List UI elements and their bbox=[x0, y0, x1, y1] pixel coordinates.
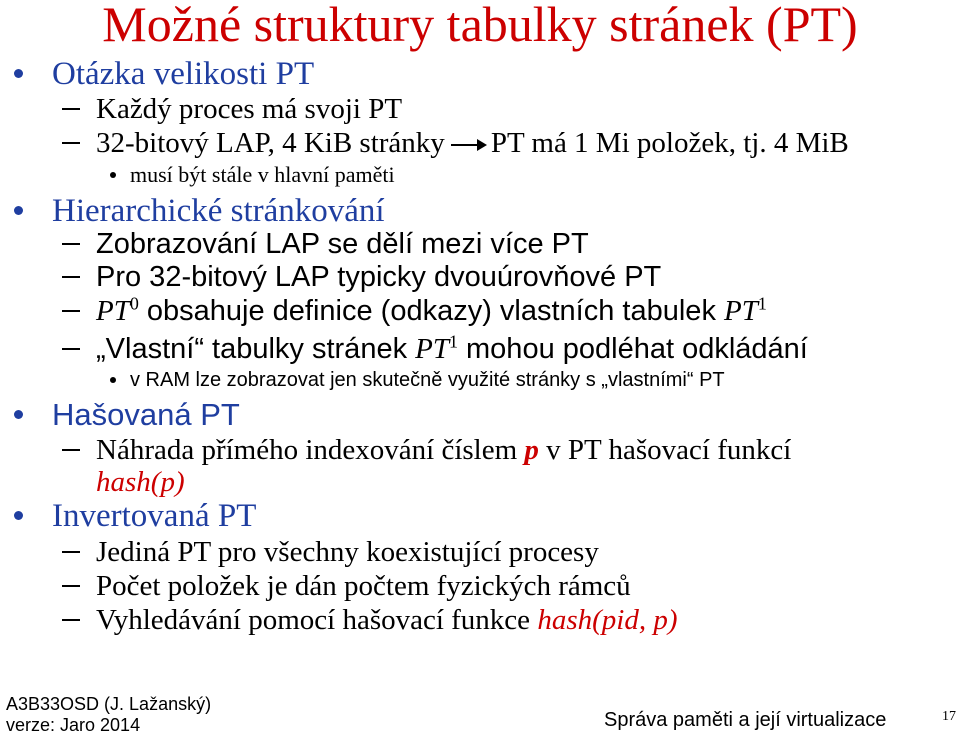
slide-title: Možné struktury tabulky stránek (PT) bbox=[102, 0, 858, 52]
right-arrow-icon bbox=[451, 144, 485, 146]
dash-icon bbox=[62, 619, 80, 621]
subitem-text: Vyhledávání pomocí hašovací funkce hash(pid, p) bbox=[96, 604, 678, 636]
section-heading: Hierarchické stránkování bbox=[52, 193, 385, 229]
footer-course bbox=[6, 694, 211, 736]
page-number: 17 bbox=[942, 709, 956, 724]
footer-topic: Správa paměti a její virtualizace bbox=[604, 709, 887, 731]
dash-icon bbox=[62, 108, 80, 110]
subsubitem-text: musí být stále v hlavní paměti bbox=[130, 162, 395, 187]
subitem-text: $PT^0$ obsahuje definice (odkazy) vlastních tabulek $PT^1$ bbox=[96, 293, 767, 327]
subitem-text: Každý proces má svoji PT bbox=[96, 93, 403, 125]
dash-icon bbox=[62, 142, 80, 144]
bullet-dot-icon bbox=[110, 172, 116, 178]
section-heading: Invertovaná PT bbox=[52, 498, 257, 534]
section-heading: Otázka velikosti PT bbox=[52, 56, 315, 92]
dash-icon bbox=[62, 276, 80, 278]
section-heading: Hašovaná PT bbox=[52, 397, 240, 432]
bullet-dot-icon bbox=[14, 69, 23, 78]
dash-icon bbox=[62, 310, 80, 312]
bullet-dot-icon bbox=[110, 377, 116, 383]
bullet-dot-icon bbox=[14, 206, 23, 215]
subitem-text: Náhrada přímého indexování číslem p v PT hašovací funkcí bbox=[96, 434, 792, 466]
subsubitem-text: v RAM lze zobrazovat jen skutečně využité stránky s „vlastními“ PT bbox=[130, 369, 725, 391]
dash-icon bbox=[62, 551, 80, 553]
subitem-text: Zobrazování LAP se dělí mezi více PT bbox=[96, 228, 589, 260]
dash-icon bbox=[62, 585, 80, 587]
subitem-text: Jediná PT pro všechny koexistující procesy bbox=[96, 536, 599, 568]
dash-icon bbox=[62, 449, 80, 451]
bullet-dot-icon bbox=[14, 511, 23, 520]
hash-function-text: hash(p) bbox=[96, 466, 185, 498]
version-label: verze: Jaro 2014 bbox=[6, 715, 141, 735]
subitem-text: Počet položek je dán počtem fyzických rámců bbox=[96, 570, 631, 602]
dash-icon bbox=[62, 243, 80, 245]
dash-icon bbox=[62, 348, 80, 350]
subitem-text: Pro 32-bitový LAP typicky dvouúrovňové PT bbox=[96, 261, 662, 293]
bullet-dot-icon bbox=[14, 410, 23, 419]
subitem-text: „Vlastní“ tabulky stránek $PT^1$ mohou podléhat odkládání bbox=[96, 331, 808, 365]
subitem-text: 32-bitový LAP, 4 KiB stránky PT má 1 Mi položek, tj. 4 MiB bbox=[96, 127, 849, 159]
course-label: A3B33OSD (J. Lažanský) bbox=[6, 694, 212, 714]
